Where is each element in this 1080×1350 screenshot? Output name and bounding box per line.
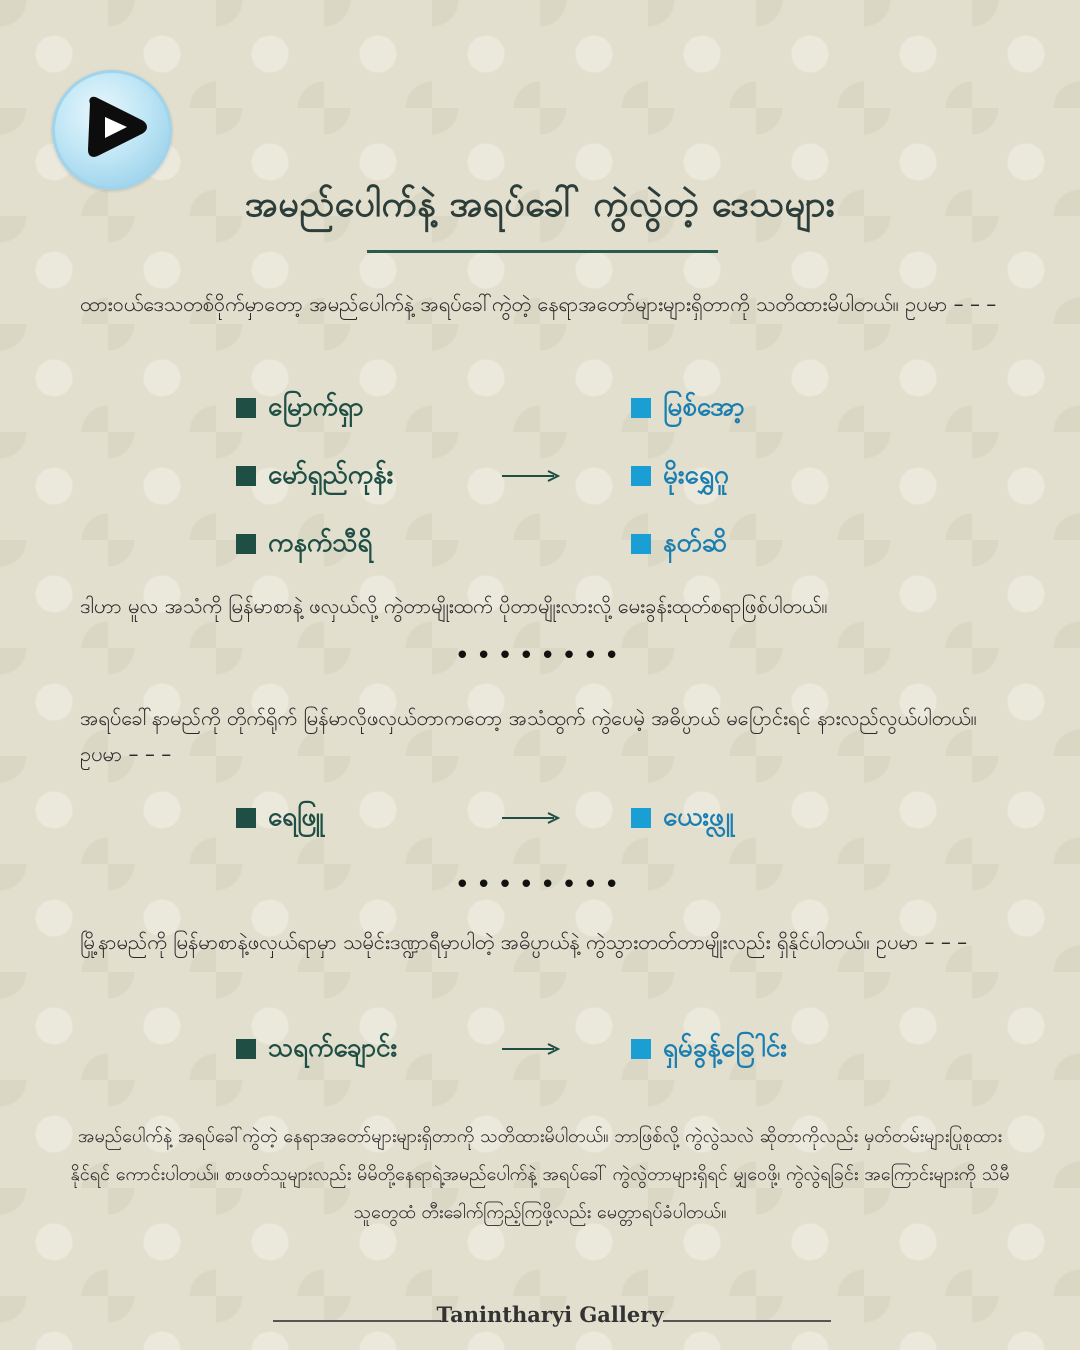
local-name-item bbox=[631, 524, 727, 564]
pair-row bbox=[0, 456, 1080, 496]
pair-row bbox=[0, 798, 1080, 838]
pair-row bbox=[0, 524, 1080, 564]
official-name: ကနက်သီရိ bbox=[268, 527, 373, 558]
right-arrow-icon bbox=[502, 810, 560, 826]
local-name: နတ်ဆိ bbox=[663, 527, 727, 558]
local-name: မြစ်အော့ bbox=[663, 391, 745, 422]
dark-square-bullet bbox=[236, 398, 256, 418]
local-name: ရှမ်ခွန့်ခြေါင်း bbox=[663, 1032, 787, 1063]
local-name: မိုးရွှေဂူ bbox=[663, 459, 729, 490]
section1-outro: ဒါဟာ မူလ အသံကို မြန်မာစာနဲ့ ဖလှယ်လို့ ကွဲတာမျိုးထက် ပိုတာမျိုးလားလို့ မေးခွန်းထုတ်စရာဖြစ်ပါတယ်။ bbox=[80, 594, 828, 618]
local-name-item bbox=[631, 456, 729, 496]
official-name-item bbox=[236, 456, 393, 496]
right-arrow-icon bbox=[502, 468, 560, 484]
blue-square-bullet bbox=[631, 1039, 651, 1059]
official-name-item bbox=[236, 524, 372, 564]
section2-intro: အရပ်ခေါ်နာမည်ကို တိုက်ရိုက် မြန်မာလိုဖလှယ်တာကတော့ အသံထွက် ကွဲပေမဲ့ အဓိပ္ပာယ် မပြောင်းရင် နားလည်လွယ်ပါတယ်။ ဥပမာ – – – bbox=[80, 706, 977, 766]
blue-square-bullet bbox=[631, 534, 651, 554]
dot-separator: •••••••• bbox=[454, 870, 626, 900]
official-name: မော်ရှည်ကုန်း bbox=[268, 459, 394, 490]
dark-square-bullet bbox=[236, 1039, 256, 1059]
local-name: ယေးဖ္လူ bbox=[663, 801, 734, 832]
play-logo-icon bbox=[52, 70, 172, 190]
local-name-item bbox=[631, 798, 734, 838]
official-name-item bbox=[236, 798, 324, 838]
footer-line-right bbox=[663, 1320, 831, 1322]
pair-row bbox=[0, 1029, 1080, 1069]
official-name-item bbox=[236, 1029, 397, 1069]
blue-square-bullet bbox=[631, 398, 651, 418]
dark-square-bullet bbox=[236, 534, 256, 554]
closing-paragraph: အမည်ပေါက်နဲ့ အရပ်ခေါ်ကွဲတဲ့ နေရာအတော်များများရှိတာကို သတိထားမိပါတယ်။ ဘာဖြစ်လို့ ကွဲလွဲသလဲ ဆိုတာကိုလည်း မှတ်တမ်းများပြုစုထားနိုင်ရင် ကောင်းပါတယ်။ စာဖတ်သူများလည်း မိမိတို့နေရာရဲ့အမည်ပေါက်နဲ့ အရပ်ခေါ် ကွဲလွဲတာများရှိရင် မျှဝေဖို့၊ ကွဲလွဲရခြင်း အကြောင်းများကို သိမီသူတွေထံ တီးခေါက်ကြည့်ကြဖို့လည်း မေတ္တာရပ်ခံပါတယ်။ bbox=[70, 1126, 1010, 1223]
official-name: သရက်ချောင်း bbox=[268, 1032, 398, 1063]
section3-intro: မြို့နာမည်ကို မြန်မာစာနဲ့ဖလှယ်ရာမှာ သမိုင်းဒဏ္ဍာရီမှာပါတဲ့ အဓိပ္ပာယ်နဲ့ ကွဲသွားတတ်တာမျိုးလည်း ရှိနိုင်ပါတယ်။ ဥပမာ – – – bbox=[80, 930, 968, 954]
official-name: မြောက်ရှာ bbox=[268, 391, 364, 422]
dot-separator: •••••••• bbox=[454, 641, 626, 671]
official-name: ရေဖြူ bbox=[268, 801, 324, 832]
pair-row bbox=[0, 388, 1080, 428]
official-name-item bbox=[236, 388, 364, 428]
local-name-item bbox=[631, 388, 745, 428]
right-arrow-icon bbox=[502, 1041, 560, 1057]
blue-square-bullet bbox=[631, 808, 651, 828]
blue-square-bullet bbox=[631, 466, 651, 486]
dark-square-bullet bbox=[236, 466, 256, 486]
title-underline bbox=[367, 250, 718, 253]
local-name-item bbox=[631, 1029, 787, 1069]
footer-brand: Tanintharyi Gallery bbox=[436, 1302, 664, 1327]
dark-square-bullet bbox=[236, 808, 256, 828]
section1-intro: ထားဝယ်ဒေသတစ်ဝိုက်မှာတော့ အမည်ပေါက်နဲ့ အရပ်ခေါ်ကွဲတဲ့ နေရာအတော်များများရှိတာကို သတိထားမိပါတယ်။ ဥပမာ – – – bbox=[80, 292, 997, 316]
play-glyph-icon bbox=[55, 73, 163, 181]
page-title: အမည်ပေါက်နဲ့ အရပ်ခေါ် ကွဲလွဲတဲ့ ဒေသများ bbox=[244, 184, 836, 225]
